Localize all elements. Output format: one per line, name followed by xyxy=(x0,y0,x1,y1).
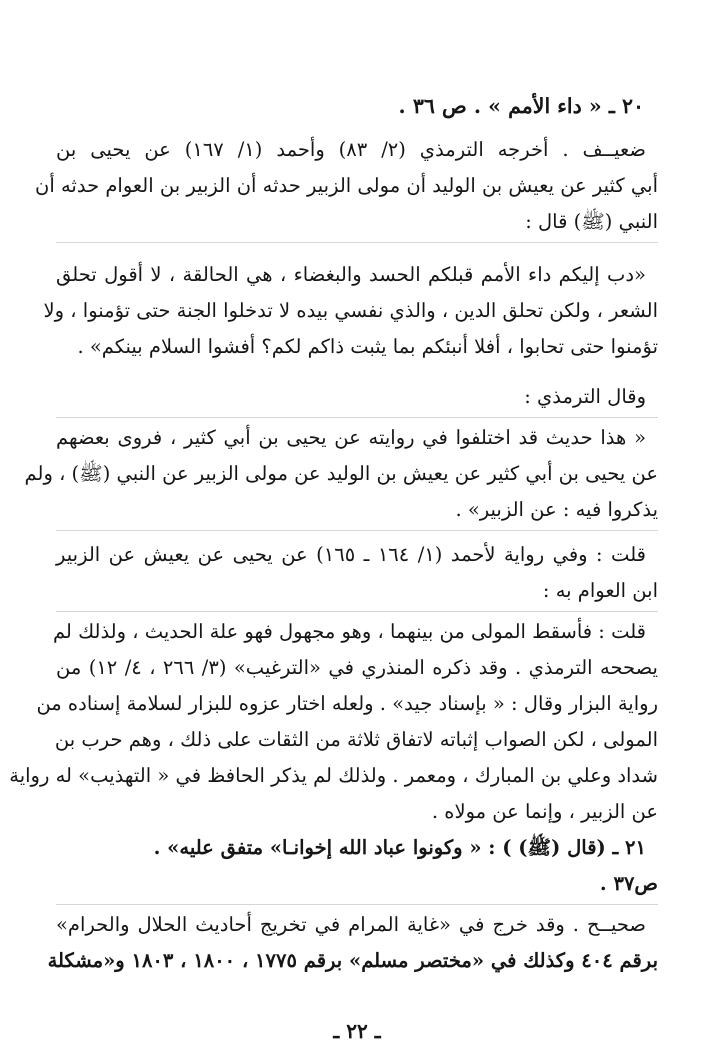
heading-line: ص٣٧ . xyxy=(599,872,658,895)
text-line: صحيــح . وقد خرج في «غاية المرام في تخريج أحاديث الحلال والحرام» xyxy=(56,913,646,936)
heading-hadith-21 xyxy=(56,830,658,902)
paragraph-hadith-text xyxy=(43,257,658,365)
heading-hadith-20: ٢٠ ـ « داء الأمم » . ص ٣٦ . xyxy=(398,94,644,118)
divider xyxy=(56,417,658,418)
paragraph-takhrij-21 xyxy=(47,907,658,979)
divider xyxy=(56,242,658,243)
text-line: رواية البزار وقال : « بإسناد جيد» . ولعله اختار عزوه للبزار لسلامة إسناده من xyxy=(36,692,658,715)
text-line: يصححه الترمذي . وقد ذكره المنذري في «الترغيب» (٣/ ٢٦٦ ، ٤/ ١٢) من xyxy=(56,656,658,679)
divider xyxy=(56,611,658,612)
text-line: المولى ، لكن الصواب إثباته لاتفاق ثلاثة من الثقات على ذلك ، وهم حرب بن xyxy=(54,728,658,751)
paragraph-ahmad-narration xyxy=(56,537,658,609)
text-line: الشعر ، ولكن تحلق الدين ، والذي نفسي بيده لا تدخلوا الجنة حتى تؤمنوا ، ولا xyxy=(43,299,658,322)
divider xyxy=(56,904,658,905)
paragraph-takhrij-20 xyxy=(35,132,658,240)
paragraph-analysis xyxy=(9,614,658,830)
text-line: قلت : فأسقط المولى من بينهما ، وهو مجهول فهو علة الحديث ، ولذلك لم xyxy=(52,620,646,643)
text-line: قلت : وفي رواية لأحمد (١/ ١٦٤ ـ ١٦٥) عن يحيى عن يعيش عن الزبير xyxy=(56,543,646,566)
text-line: وقال الترمذي : xyxy=(524,385,646,408)
text-line: يذكروا فيه : عن الزبير» . xyxy=(455,498,658,521)
text-line: «دب إليكم داء الأمم قبلكم الحسد والبغضاء ، هي الحالقة ، لا أقول تحلق xyxy=(56,263,646,286)
paragraph-tirmidhi-said xyxy=(56,379,658,415)
text-line: ابن العوام به : xyxy=(542,579,658,602)
text-line: عن يحيى بن أبي كثير عن يعيش بن الوليد عن مولى الزبير عن النبي (ﷺ) ، ولم xyxy=(24,462,658,485)
page-number: ـ ٢٢ ـ xyxy=(333,1019,381,1043)
text-line: أبي كثير عن يعيش بن الوليد أن مولى الزبير حدثه أن الزبير بن العوام حدثه أن xyxy=(35,174,658,197)
heading-line: ٢١ ـ (قال (ﷺ) ) : « وكونوا عباد الله إخوانـا» متفق عليه» . xyxy=(153,836,646,859)
text-line: برقم ٤٠٤ وكذلك في «مختصر مسلم» برقم ١٧٧٥ ، ١٨٠٠ ، ١٨٠٣ و«مشكلة xyxy=(47,949,658,972)
text-line: ضعيــف . أخرجه الترمذي (٢/ ٨٣) وأحمد (١/ ١٦٧) عن يحيى بن xyxy=(56,138,646,161)
divider xyxy=(56,530,658,531)
text-line: عن الزبير ، وإنما عن مولاه . xyxy=(431,800,658,823)
text-line: تؤمنوا حتى تحابوا ، أفلا أنبئكم بما يثبت ذاكم لكم؟ أفشوا السلام بينكم» . xyxy=(77,335,658,358)
document-page xyxy=(9,86,658,1027)
text-line: « هذا حديث قد اختلفوا في روايته عن يحيى بن أبي كثير ، فروى بعضهم xyxy=(56,426,646,449)
paragraph-tirmidhi-quote xyxy=(24,420,658,528)
text-line: النبي (ﷺ) قال : xyxy=(525,210,658,233)
text-line: شداد وعلي بن المبارك ، ومعمر . ولذلك لم يذكر الحافظ في « التهذيب» له رواية xyxy=(9,764,658,787)
